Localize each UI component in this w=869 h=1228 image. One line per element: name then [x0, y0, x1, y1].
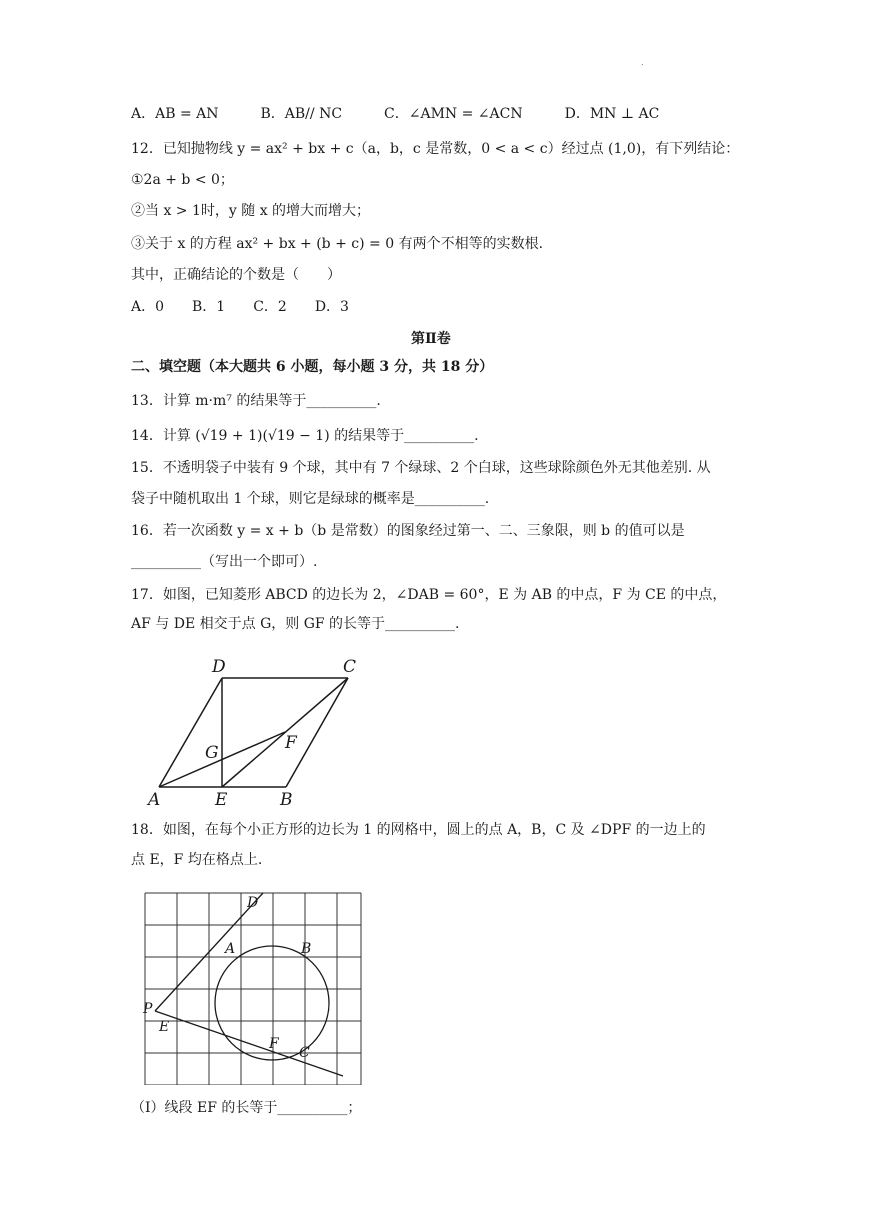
- q12-conclusion-2: ②当 x > 1时，y 随 x 的增大而增大；: [131, 203, 371, 219]
- label-c: C: [299, 1045, 310, 1061]
- q13: 13．计算 m·m⁷ 的结果等于__________.: [131, 393, 381, 409]
- q16-line-1: 16．若一次函数 y = x + b（b 是常数）的图象经过第一、二、三象限，则 b 的值可以是: [131, 523, 685, 539]
- q12-conclusion-3: ③关于 x 的方程 ax² + bx + (b + c) = 0 有两个不相等的实数根.: [131, 236, 544, 252]
- q18-line-1: 18．如图，在每个小正方形的边长为 1 的网格中，圆上的点 A，B，C 及 ∠DPF 的一边上的: [131, 822, 706, 838]
- q14: 14．计算 (√19 + 1)(√19 − 1) 的结果等于__________.: [131, 428, 479, 444]
- q18-part-1: （Ⅰ）线段 EF 的长等于__________；: [131, 1100, 362, 1116]
- label-f: F: [285, 733, 297, 753]
- label-a: A: [225, 941, 236, 957]
- q17-line-1: 17．如图，已知菱形 ABCD 的边长为 2，∠DAB = 60°，E 为 AB 的中点，F 为 CE 的中点，: [131, 587, 727, 603]
- label-e: E: [215, 790, 228, 810]
- label-b: B: [301, 941, 312, 957]
- label-d: D: [247, 895, 259, 911]
- q17-line-2: AF 与 DE 相交于点 G，则 GF 的长等于__________.: [131, 616, 460, 632]
- q15-line-2: 袋子中随机取出 1 个球，则它是绿球的概率是__________.: [131, 491, 490, 507]
- q11-options: A．AB = AN B．AB// NC C．∠AMN = ∠ACN D．MN ⊥ AC: [131, 106, 660, 122]
- q12-options: A．0 B．1 C．2 D．3: [131, 299, 349, 315]
- q12-stem: 12．已知抛物线 y = ax² + bx + c（a，b，c 是常数，0 < a < c）经过点 (1,0)，有下列结论：: [131, 141, 740, 157]
- q15-line-1: 15．不透明袋子中装有 9 个球，其中有 7 个绿球、2 个白球，这些球除颜色外无其他差别. 从: [131, 460, 711, 476]
- q18-line-2: 点 E，F 均在格点上.: [131, 852, 263, 868]
- rhombus-figure: [140, 652, 370, 812]
- q16-line-2: __________（写出一个即可）.: [131, 554, 318, 570]
- grid-circle-figure: [135, 885, 375, 1085]
- label-g: G: [205, 743, 219, 763]
- label-b: B: [280, 790, 293, 810]
- label-f: F: [269, 1036, 279, 1052]
- header-mark: .: [641, 58, 644, 67]
- q12-question: 其中，正确结论的个数是（ ）: [131, 267, 341, 283]
- label-e: E: [159, 1019, 170, 1035]
- part2-title: 第Ⅱ卷: [411, 331, 451, 347]
- q12-conclusion-1: ①2a + b < 0；: [131, 172, 234, 188]
- edge-da: [159, 678, 222, 787]
- label-c: C: [343, 657, 357, 677]
- label-a: A: [148, 790, 161, 810]
- section2-title: 二、填空题（本大题共 6 小题，每小题 3 分，共 18 分）: [131, 359, 494, 375]
- label-p: P: [143, 1001, 153, 1017]
- label-d: D: [212, 657, 226, 677]
